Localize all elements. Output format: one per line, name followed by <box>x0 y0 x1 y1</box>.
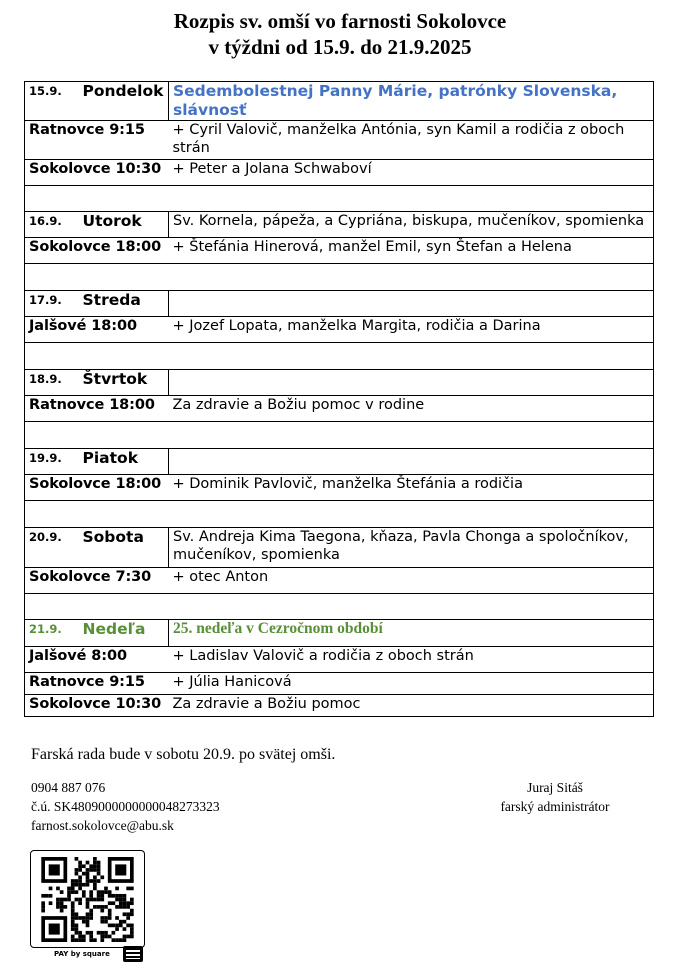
signature-block <box>480 778 630 816</box>
title-line-2: v týždni od 15.9. do 21.9.2025 <box>208 35 472 59</box>
mass-row <box>25 121 654 160</box>
mass-row <box>25 568 654 594</box>
mass-row <box>25 160 654 186</box>
contact-block <box>31 778 220 835</box>
day-date: 18.9. <box>25 370 79 396</box>
mass-place: Jalšové 8:00 <box>25 647 169 673</box>
mass-place: Jalšové 18:00 <box>25 317 169 343</box>
mass-row <box>25 695 654 717</box>
day-header-row <box>25 449 654 475</box>
spacer-row <box>25 343 654 370</box>
qr-code-icon <box>41 857 134 942</box>
day-feast <box>169 370 654 396</box>
mass-intention: Za zdravie a Božiu pomoc v rodine <box>169 396 654 422</box>
day-header-row <box>25 291 654 317</box>
day-feast: Sv. Kornela, pápeža, a Cypriána, biskupa, mučeníkov, spomienka <box>169 212 654 238</box>
mass-place: Ratnovce 9:15 <box>25 673 169 695</box>
bank-account: č.ú. SK4809000000000048273323 <box>31 799 220 814</box>
mass-intention: + Ladislav Valovič a rodičia z oboch strán <box>169 647 654 673</box>
day-name: Sobota <box>79 528 169 568</box>
day-header-row <box>25 212 654 238</box>
qr-code <box>30 850 145 948</box>
day-feast <box>169 449 654 475</box>
spacer-row <box>25 186 654 212</box>
day-feast: Sedembolestnej Panny Márie, patrónky Slovenska, slávnosť <box>169 82 654 121</box>
mass-row <box>25 647 654 673</box>
pay-by-square-icon <box>123 946 143 962</box>
day-date: 20.9. <box>25 528 79 568</box>
mass-place: Sokolovce 10:30 <box>25 160 169 186</box>
mass-intention: + otec Anton <box>169 568 654 594</box>
day-date: 16.9. <box>25 212 79 238</box>
mass-intention: + Štefánia Hinerová, manžel Emil, syn Štefan a Helena <box>169 238 654 264</box>
mass-place: Ratnovce 18:00 <box>25 396 169 422</box>
spacer-row <box>25 264 654 291</box>
day-name: Štvrtok <box>79 370 169 396</box>
mass-row <box>25 317 654 343</box>
signature-role: farský administrátor <box>500 799 610 814</box>
mass-row <box>25 396 654 422</box>
mass-intention: + Cyril Valovič, manželka Antónia, syn Kamil a rodičia z oboch strán <box>169 121 654 160</box>
mass-intention: + Júlia Hanicová <box>169 673 654 695</box>
day-header-row <box>25 620 654 647</box>
mass-place: Ratnovce 9:15 <box>25 121 169 160</box>
day-header-row <box>25 528 654 568</box>
day-name: Pondelok <box>79 82 169 121</box>
day-name: Streda <box>79 291 169 317</box>
day-date: 21.9. <box>25 620 79 647</box>
mass-row <box>25 475 654 501</box>
spacer-row <box>25 501 654 528</box>
mass-place: Sokolovce 10:30 <box>25 695 169 717</box>
day-name: Nedeľa <box>79 620 169 647</box>
phone-number: 0904 887 076 <box>31 780 106 795</box>
day-name: Utorok <box>79 212 169 238</box>
title-line-1: Rozpis sv. omší vo farnosti Sokolovce <box>173 9 507 33</box>
spacer-row <box>25 422 654 449</box>
day-date: 17.9. <box>25 291 79 317</box>
mass-schedule-table <box>24 81 654 717</box>
page-title <box>0 8 680 60</box>
spacer-row <box>25 594 654 620</box>
parish-council-note: Farská rada bude v sobotu 20.9. po svätej omši. <box>31 746 336 763</box>
email-address: farnost.sokolovce@abu.sk <box>31 818 174 833</box>
day-header-row <box>25 370 654 396</box>
day-header-row <box>25 82 654 121</box>
mass-intention: + Peter a Jolana Schwaboví <box>169 160 654 186</box>
mass-place: Sokolovce 18:00 <box>25 238 169 264</box>
mass-place: Sokolovce 18:00 <box>25 475 169 501</box>
day-date: 15.9. <box>25 82 79 121</box>
mass-row <box>25 238 654 264</box>
day-feast <box>169 291 654 317</box>
signature-name: Juraj Sitáš <box>527 780 583 795</box>
pay-by-square-label: PAY by square <box>54 950 110 958</box>
mass-intention: Za zdravie a Božiu pomoc <box>169 695 654 717</box>
day-name: Piatok <box>79 449 169 475</box>
mass-place: Sokolovce 7:30 <box>25 568 169 594</box>
day-date: 19.9. <box>25 449 79 475</box>
mass-row <box>25 673 654 695</box>
day-feast: Sv. Andreja Kima Taegona, kňaza, Pavla Chonga a spoločníkov, mučeníkov, spomienka <box>169 528 654 568</box>
day-feast: 25. nedeľa v Cezročnom období <box>169 620 654 647</box>
mass-intention: + Dominik Pavlovič, manželka Štefánia a rodičia <box>169 475 654 501</box>
mass-intention: + Jozef Lopata, manželka Margita, rodičia a Darina <box>169 317 654 343</box>
